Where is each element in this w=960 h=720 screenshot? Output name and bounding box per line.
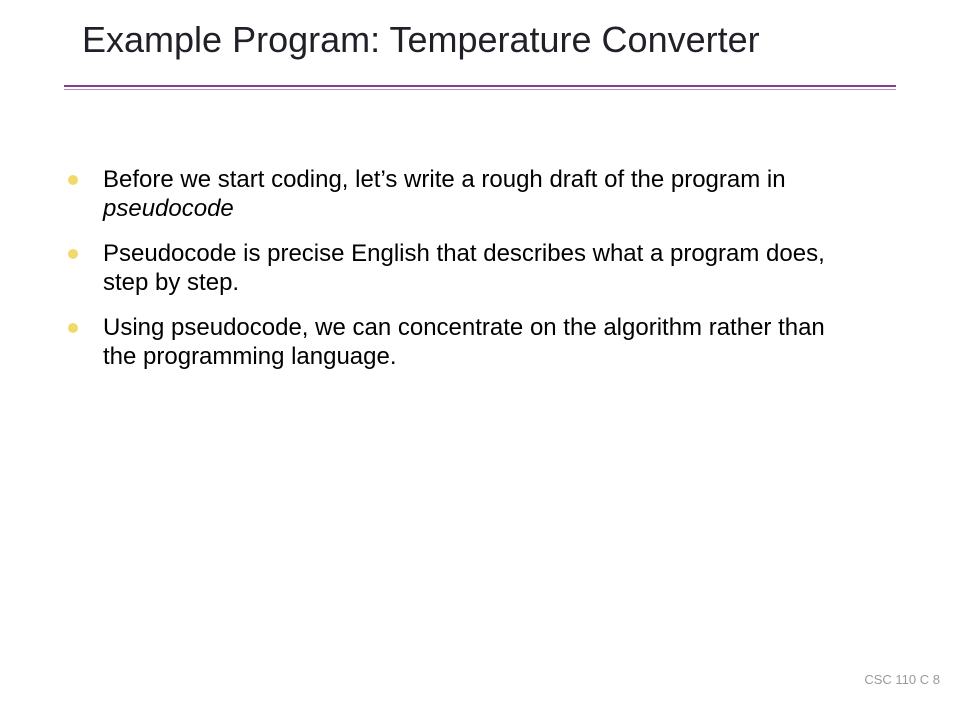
bullet-item <box>64 313 864 371</box>
slide-title: Example Program: Temperature Converter <box>82 19 760 60</box>
bullet-item <box>64 239 864 297</box>
bullet-dot-icon <box>68 249 78 259</box>
bullet-list <box>64 165 864 387</box>
bullet-emphasis: pseudocode <box>103 195 234 222</box>
bullet-text: Using pseudocode, we can concentrate on the algorithm rather than the programming language. <box>103 314 825 370</box>
slide-footer: CSC 110 C 8 <box>864 672 940 687</box>
bullet-dot-icon <box>68 323 78 333</box>
bullet-dot-icon <box>68 175 78 185</box>
title-divider-line-bottom <box>64 89 896 90</box>
bullet-text: Before we start coding, let’s write a rough draft of the program in <box>103 166 786 193</box>
bullet-item <box>64 165 864 223</box>
title-divider <box>64 85 896 91</box>
bullet-text: Pseudocode is precise English that describes what a program does, step by step. <box>103 240 825 296</box>
title-divider-line-top <box>64 85 896 87</box>
